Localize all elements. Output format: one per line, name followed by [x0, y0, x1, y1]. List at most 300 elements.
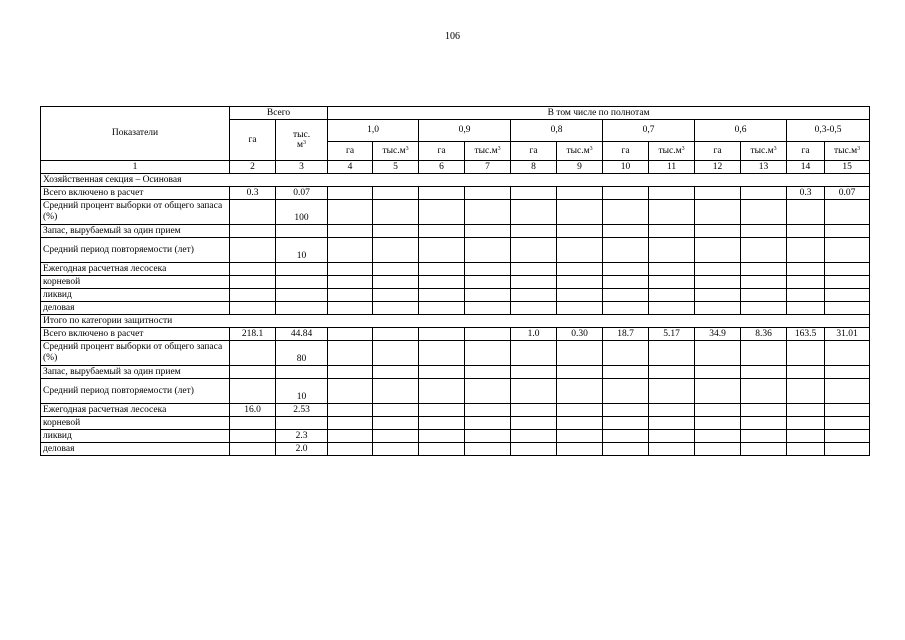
value-cell [328, 417, 373, 430]
value-cell [465, 238, 511, 263]
value-cell [465, 430, 511, 443]
value-cell [603, 187, 649, 200]
value-cell [649, 200, 695, 225]
column-number-row [41, 161, 870, 174]
value-cell [557, 430, 603, 443]
value-cell [649, 289, 695, 302]
value-cell [603, 417, 649, 430]
subheader-volume-label: тыс.м [566, 145, 590, 156]
value-cell [511, 417, 557, 430]
value-cell [373, 225, 419, 238]
value-cell [328, 430, 373, 443]
value-cell [787, 200, 825, 225]
value-cell: 0.07 [276, 187, 328, 200]
subheader-ha: га [695, 142, 741, 161]
value-cell [603, 443, 649, 456]
value-cell: 80 [276, 341, 328, 366]
value-cell [557, 341, 603, 366]
row-label: Всего включено в расчет [41, 187, 230, 200]
value-cell [825, 430, 870, 443]
value-cell [741, 238, 787, 263]
value-cell [328, 263, 373, 276]
value-cell [787, 289, 825, 302]
table-row [41, 443, 870, 456]
value-cell [230, 238, 276, 263]
value-cell [557, 366, 603, 379]
value-cell [465, 263, 511, 276]
forest-calculation-table [40, 106, 870, 456]
subheader-volume-sup: 3 [497, 145, 501, 152]
subheader-volume-sup: 3 [773, 145, 777, 152]
header-by-density: В том числе по полнотам [328, 107, 870, 120]
column-number: 14 [787, 161, 825, 174]
value-cell [741, 430, 787, 443]
value-cell [825, 443, 870, 456]
value-cell [695, 263, 741, 276]
value-cell [328, 225, 373, 238]
value-cell [695, 302, 741, 315]
header-density-5: 0,6 [695, 120, 787, 142]
value-cell [276, 417, 328, 430]
column-number: 7 [465, 161, 511, 174]
value-cell [825, 341, 870, 366]
table-row [41, 404, 870, 417]
value-cell [787, 302, 825, 315]
value-cell [557, 302, 603, 315]
value-cell [373, 379, 419, 404]
section-title: Итого по категории защитности [41, 315, 870, 328]
value-cell [603, 200, 649, 225]
value-cell [465, 366, 511, 379]
value-cell [695, 187, 741, 200]
value-cell [603, 302, 649, 315]
value-cell [741, 366, 787, 379]
table-row [41, 366, 870, 379]
section-row [41, 174, 870, 187]
value-cell [511, 200, 557, 225]
value-cell [603, 238, 649, 263]
value-cell [511, 276, 557, 289]
subheader-ha: га [787, 142, 825, 161]
value-cell [603, 430, 649, 443]
value-cell: 218.1 [230, 328, 276, 341]
value-cell [741, 302, 787, 315]
header-density-4: 0,7 [603, 120, 695, 142]
value-cell [603, 276, 649, 289]
value-cell [373, 302, 419, 315]
value-cell [511, 238, 557, 263]
value-cell [276, 289, 328, 302]
value-cell [649, 302, 695, 315]
column-number: 9 [557, 161, 603, 174]
table-header [41, 107, 870, 174]
subheader-ha: га [419, 142, 465, 161]
value-cell [373, 366, 419, 379]
value-cell [511, 379, 557, 404]
value-cell [649, 225, 695, 238]
value-cell [741, 379, 787, 404]
table-row [41, 289, 870, 302]
value-cell [741, 225, 787, 238]
value-cell [230, 379, 276, 404]
value-cell [787, 430, 825, 443]
value-cell [787, 404, 825, 417]
value-cell [787, 366, 825, 379]
value-cell [787, 276, 825, 289]
header-total-ha: га [230, 120, 276, 161]
value-cell [373, 276, 419, 289]
header-total-volume-top: тыс. [292, 130, 311, 140]
row-label: Запас, вырубаемый за один прием [41, 225, 230, 238]
row-label: деловая [41, 443, 230, 456]
column-number: 13 [741, 161, 787, 174]
value-cell [276, 276, 328, 289]
table-row [41, 225, 870, 238]
value-cell [230, 263, 276, 276]
value-cell [373, 404, 419, 417]
value-cell [787, 379, 825, 404]
row-label: корневой [41, 417, 230, 430]
subheader-volume [557, 142, 603, 161]
value-cell: 0.30 [557, 328, 603, 341]
table-row [41, 302, 870, 315]
value-cell [649, 404, 695, 417]
value-cell [741, 404, 787, 417]
value-cell [328, 289, 373, 302]
value-cell [276, 366, 328, 379]
value-cell [557, 238, 603, 263]
row-label: Средний процент выборки от общего запаса (%) [41, 200, 230, 225]
value-cell [649, 430, 695, 443]
subheader-volume-label: тыс.м [382, 145, 406, 156]
value-cell [649, 443, 695, 456]
value-cell [695, 341, 741, 366]
value-cell: 18.7 [603, 328, 649, 341]
value-cell [557, 379, 603, 404]
value-cell [825, 404, 870, 417]
value-cell [557, 263, 603, 276]
value-cell [695, 417, 741, 430]
value-cell: 16.0 [230, 404, 276, 417]
subheader-volume-label: тыс.м [474, 145, 498, 156]
value-cell [419, 366, 465, 379]
subheader-volume-sup: 3 [857, 145, 861, 152]
value-cell [557, 443, 603, 456]
value-cell [603, 289, 649, 302]
row-label: Ежегодная расчетная лесосека [41, 404, 230, 417]
value-cell [230, 200, 276, 225]
value-cell [328, 366, 373, 379]
value-cell [328, 302, 373, 315]
value-cell [511, 366, 557, 379]
page-number: 106 [445, 31, 460, 42]
value-cell [741, 187, 787, 200]
value-cell [276, 302, 328, 315]
value-cell [465, 187, 511, 200]
header-density-1: 1,0 [328, 120, 419, 142]
header-total: Всего [230, 107, 328, 120]
value-cell [465, 276, 511, 289]
header-density-3: 0,8 [511, 120, 603, 142]
subheader-volume [741, 142, 787, 161]
value-cell [373, 443, 419, 456]
value-cell [825, 225, 870, 238]
value-cell [465, 200, 511, 225]
value-cell [328, 379, 373, 404]
table-row [41, 430, 870, 443]
row-label: Средний период повторяемости (лет) [41, 379, 230, 404]
value-cell [741, 417, 787, 430]
value-cell [649, 238, 695, 263]
table-row [41, 379, 870, 404]
value-cell [419, 200, 465, 225]
value-cell [695, 225, 741, 238]
value-cell: 8.36 [741, 328, 787, 341]
value-cell [328, 200, 373, 225]
value-cell [465, 443, 511, 456]
value-cell [825, 200, 870, 225]
value-cell [373, 430, 419, 443]
subheader-volume-sup: 3 [681, 145, 685, 152]
value-cell [328, 328, 373, 341]
table-body [41, 174, 870, 456]
value-cell [695, 289, 741, 302]
section-title: Хозяйственная секция – Осиновая [41, 174, 870, 187]
value-cell [511, 443, 557, 456]
value-cell [373, 238, 419, 263]
value-cell [419, 417, 465, 430]
value-cell [603, 341, 649, 366]
section-row [41, 315, 870, 328]
row-label: корневой [41, 276, 230, 289]
value-cell [230, 225, 276, 238]
value-cell [649, 417, 695, 430]
subheader-volume-label: тыс.м [658, 145, 682, 156]
column-number: 12 [695, 161, 741, 174]
row-label: ликвид [41, 430, 230, 443]
subheader-volume-label: тыс.м [750, 145, 774, 156]
value-cell [328, 443, 373, 456]
value-cell [419, 404, 465, 417]
value-cell [695, 366, 741, 379]
value-cell [787, 238, 825, 263]
column-number: 11 [649, 161, 695, 174]
row-label: Всего включено в расчет [41, 328, 230, 341]
value-cell [741, 341, 787, 366]
value-cell [419, 341, 465, 366]
value-cell [465, 341, 511, 366]
value-cell [695, 430, 741, 443]
value-cell [373, 328, 419, 341]
value-cell [230, 366, 276, 379]
value-cell: 44.84 [276, 328, 328, 341]
value-cell [328, 187, 373, 200]
value-cell [373, 341, 419, 366]
value-cell [328, 341, 373, 366]
value-cell [603, 379, 649, 404]
value-cell [741, 289, 787, 302]
value-cell [230, 443, 276, 456]
column-number: 8 [511, 161, 557, 174]
value-cell [695, 404, 741, 417]
subheader-volume [465, 142, 511, 161]
value-cell [230, 341, 276, 366]
value-cell [328, 404, 373, 417]
value-cell [787, 263, 825, 276]
value-cell [557, 200, 603, 225]
row-label: Запас, вырубаемый за один прием [41, 366, 230, 379]
value-cell [419, 379, 465, 404]
value-cell [419, 187, 465, 200]
value-cell [511, 341, 557, 366]
value-cell [603, 404, 649, 417]
value-cell [419, 328, 465, 341]
value-cell [825, 366, 870, 379]
table-row [41, 200, 870, 225]
value-cell: 5.17 [649, 328, 695, 341]
value-cell: 0.3 [787, 187, 825, 200]
header-total-volume-sup: 3 [303, 140, 307, 146]
row-label: Средний период повторяемости (лет) [41, 238, 230, 263]
value-cell [649, 187, 695, 200]
table-row [41, 238, 870, 263]
value-cell: 1.0 [511, 328, 557, 341]
value-cell: 31.01 [825, 328, 870, 341]
value-cell [741, 200, 787, 225]
value-cell [787, 341, 825, 366]
table-row [41, 328, 870, 341]
row-label: ликвид [41, 289, 230, 302]
value-cell: 10 [276, 238, 328, 263]
value-cell [465, 379, 511, 404]
value-cell [373, 187, 419, 200]
value-cell: 100 [276, 200, 328, 225]
column-number: 3 [276, 161, 328, 174]
value-cell [603, 366, 649, 379]
table-row [41, 341, 870, 366]
column-number: 6 [419, 161, 465, 174]
value-cell: 34.9 [695, 328, 741, 341]
header-density-6: 0,3-0,5 [787, 120, 870, 142]
table-row [41, 276, 870, 289]
value-cell [741, 443, 787, 456]
value-cell [373, 417, 419, 430]
value-cell [328, 276, 373, 289]
value-cell [557, 225, 603, 238]
value-cell [649, 263, 695, 276]
subheader-ha: га [328, 142, 373, 161]
value-cell [825, 263, 870, 276]
value-cell [373, 200, 419, 225]
subheader-volume-sup: 3 [405, 145, 409, 152]
subheader-volume [373, 142, 419, 161]
value-cell [465, 404, 511, 417]
value-cell [695, 276, 741, 289]
value-cell [373, 289, 419, 302]
value-cell [230, 430, 276, 443]
value-cell [511, 187, 557, 200]
value-cell [419, 225, 465, 238]
value-cell [230, 289, 276, 302]
column-number: 2 [230, 161, 276, 174]
value-cell [419, 263, 465, 276]
column-number: 15 [825, 161, 870, 174]
value-cell [825, 302, 870, 315]
header-indicators: Показатели [41, 107, 230, 161]
subheader-ha: га [511, 142, 557, 161]
value-cell [276, 263, 328, 276]
column-number: 1 [41, 161, 230, 174]
value-cell [419, 238, 465, 263]
value-cell [695, 200, 741, 225]
value-cell [328, 238, 373, 263]
value-cell: 163.5 [787, 328, 825, 341]
value-cell [511, 263, 557, 276]
value-cell: 2.0 [276, 443, 328, 456]
value-cell [695, 443, 741, 456]
value-cell [465, 328, 511, 341]
value-cell [465, 289, 511, 302]
subheader-volume [825, 142, 870, 161]
column-number: 10 [603, 161, 649, 174]
value-cell [419, 302, 465, 315]
value-cell [419, 430, 465, 443]
value-cell [787, 417, 825, 430]
value-cell [787, 443, 825, 456]
value-cell: 2.3 [276, 430, 328, 443]
table-row [41, 417, 870, 430]
value-cell [825, 238, 870, 263]
value-cell [787, 225, 825, 238]
value-cell [511, 302, 557, 315]
value-cell [511, 225, 557, 238]
value-cell [825, 276, 870, 289]
value-cell: 0.07 [825, 187, 870, 200]
value-cell [603, 225, 649, 238]
value-cell [419, 443, 465, 456]
header-total-volume [276, 120, 328, 161]
subheader-volume-sup: 3 [589, 145, 593, 152]
table-row [41, 187, 870, 200]
value-cell [649, 341, 695, 366]
value-cell [649, 276, 695, 289]
value-cell [465, 417, 511, 430]
value-cell [557, 187, 603, 200]
value-cell [511, 430, 557, 443]
value-cell [230, 302, 276, 315]
row-label: Средний процент выборки от общего запаса (%) [41, 341, 230, 366]
value-cell [825, 379, 870, 404]
value-cell [695, 238, 741, 263]
value-cell: 0.3 [230, 187, 276, 200]
value-cell [695, 379, 741, 404]
value-cell: 2.53 [276, 404, 328, 417]
value-cell [511, 404, 557, 417]
value-cell [373, 263, 419, 276]
value-cell [230, 276, 276, 289]
value-cell [825, 289, 870, 302]
value-cell [465, 225, 511, 238]
value-cell [419, 289, 465, 302]
value-cell [557, 289, 603, 302]
value-cell [825, 417, 870, 430]
header-total-volume-unit: м [297, 140, 304, 150]
subheader-ha: га [603, 142, 649, 161]
value-cell [603, 263, 649, 276]
value-cell: 10 [276, 379, 328, 404]
value-cell [230, 417, 276, 430]
value-cell [557, 404, 603, 417]
